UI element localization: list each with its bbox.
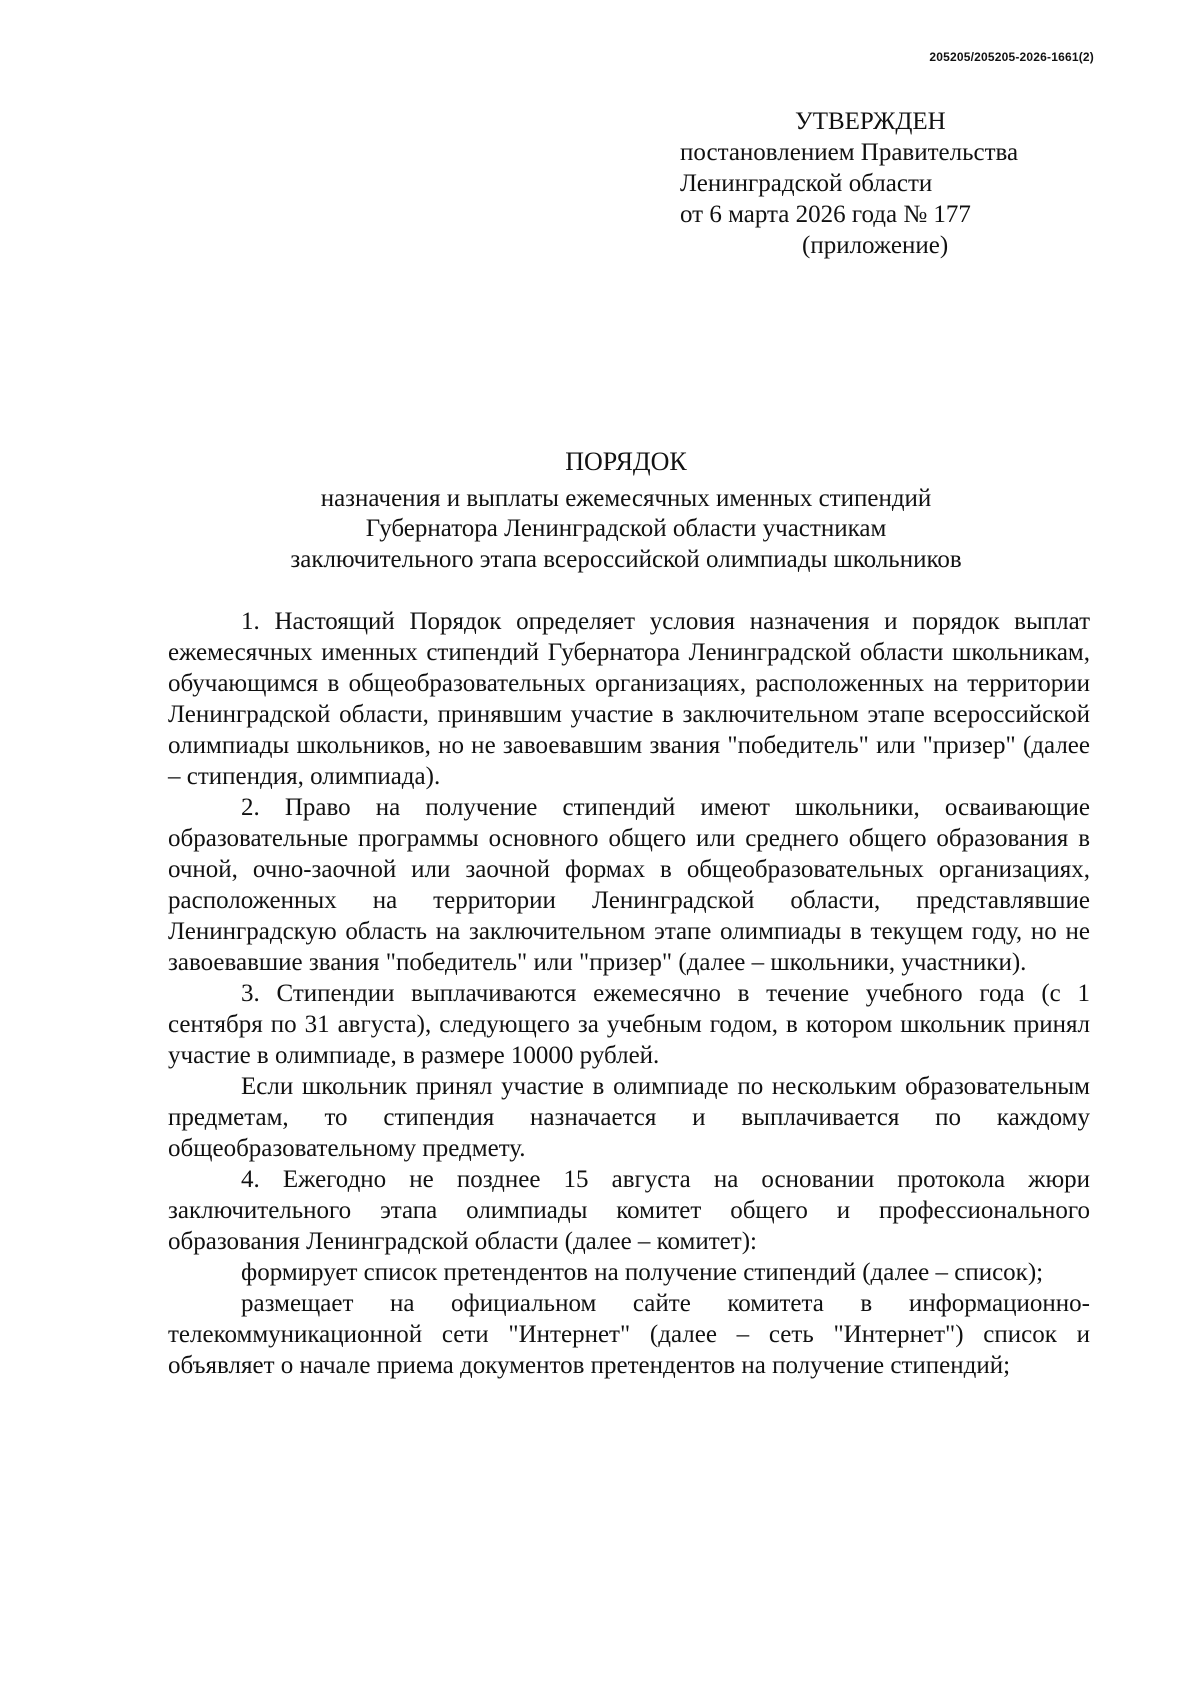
document-subtitle-line: назначения и выплаты ежемесячных именных стипендий	[320, 484, 932, 512]
approval-line: Ленинградской области	[680, 170, 933, 197]
document-title-block	[0, 447, 1200, 575]
document-body	[168, 606, 1090, 1381]
approval-line: от 6 марта 2026 года № 177	[680, 201, 971, 228]
paragraph: 1. Настоящий Порядок определяет условия назначения и порядок выплат ежемесячных именных стипендий Губернатора Ленинградской области школьникам, обучающимся в общеобразовательных организациях, расположенных на территории Ленинградской области, принявшим участие в заключительном этапе всероссийской олимпиады школьников, но не завоевавшим звания "победитель" или "призер" (далее – стипендия, олимпиада).	[168, 608, 1090, 790]
document-subtitle-line: заключительного этапа всероссийской олимпиады школьников	[290, 545, 962, 573]
paragraph: размещает на официальном сайте комитета в информационно-телекоммуникационной сети "Интернет" (далее – сеть "Интернет") список и объявляет о начале приема документов претендентов на получение стипендий;	[168, 1290, 1090, 1379]
document-id: 205205/205205-2026-1661(2)	[929, 50, 1094, 64]
paragraph: 2. Право на получение стипендий имеют школьники, осваивающие образовательные программы основного общего или среднего общего образования в очной, очно-заочной или заочной формах в общеобразовательных организациях, расположенных на территории Ленинградской области, представлявшие Ленинградскую область на заключительном этапе олимпиады в текущем году, но не завоевавшие звания "победитель" или "призер" (далее – школьники, участники).	[168, 794, 1090, 976]
approval-line: постановлением Правительства	[680, 139, 1019, 166]
paragraph: 3. Стипендии выплачиваются ежемесячно в течение учебного года (с 1 сентября по 31 августа), следующего за учебным годом, в котором школьник принял участие в олимпиаде, в размере 10000 рублей.	[168, 980, 1090, 1069]
paragraph: формирует список претендентов на получение стипендий (далее – список);	[241, 1259, 1044, 1286]
approval-note: (приложение)	[802, 232, 949, 259]
document-subtitle-line: Губернатора Ленинградской области участникам	[365, 515, 887, 542]
paragraph: Если школьник принял участие в олимпиаде по нескольким образовательным предметам, то стипендия назначается и выплачивается по каждому общеобразовательному предмету.	[168, 1073, 1090, 1162]
approval-heading: УТВЕРЖДЕН	[795, 108, 946, 135]
paragraph: 4. Ежегодно не позднее 15 августа на основании протокола жюри заключительного этапа олимпиады комитет общего и профессионального образования Ленинградской области (далее – комитет):	[168, 1166, 1090, 1255]
document-title: ПОРЯДОК	[565, 447, 687, 476]
approval-block	[680, 106, 1018, 261]
